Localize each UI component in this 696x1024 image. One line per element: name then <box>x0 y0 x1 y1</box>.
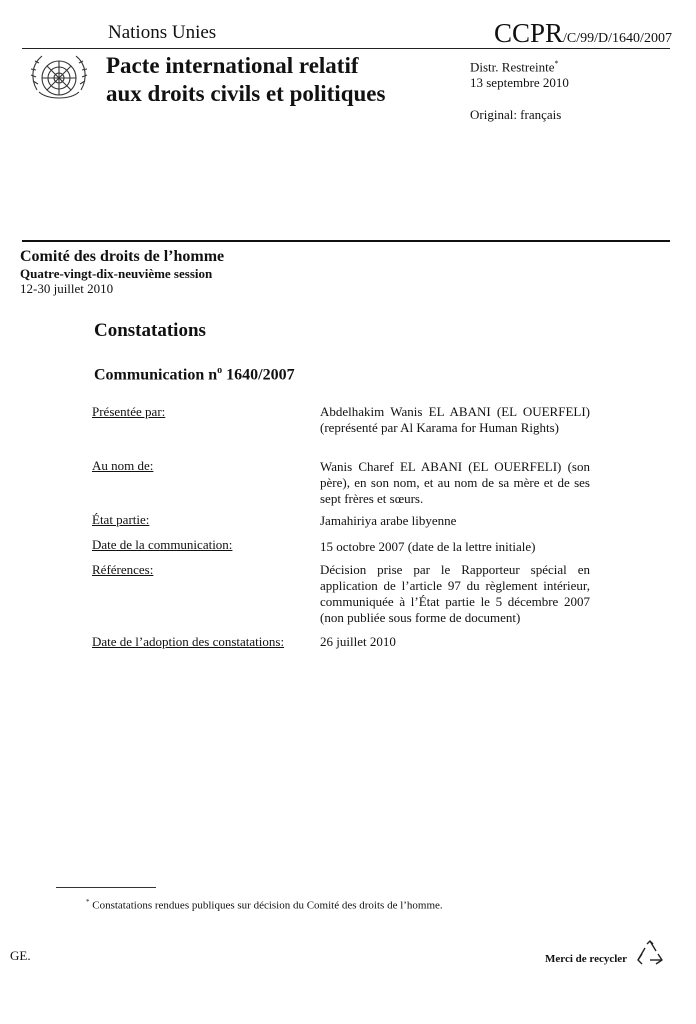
field-label-state-party: État partie: <box>92 512 150 527</box>
section-title: Constatations <box>94 320 206 341</box>
document-symbol-number: /C/99/D/1640/2007 <box>563 31 672 46</box>
footnote-mark: * <box>86 898 90 906</box>
field-value-submitted-by: Abdelhakim Wanis EL ABANI (EL OUERFELI) (représenté par Al Karama for Human Rights) <box>320 404 590 435</box>
communication-title: Communication $n^o$ 1640/2007 <box>94 365 295 384</box>
field-value-on-behalf-of: Wanis Charef EL ABANI (EL OUERFELI) (son père), en son nom, et au nom de sa mère et de ses sept frères et sœurs. <box>320 459 590 506</box>
field-value-communication-date: 15 octobre 2007 (date de la lettre initiale) <box>320 539 536 554</box>
footnote-rule <box>56 887 156 888</box>
footnote-text: Constatations rendues publiques sur décision du Comité des droits de l’homme. <box>89 899 443 912</box>
footnote <box>86 898 443 912</box>
original-language: Original: français <box>470 107 562 122</box>
recycle-text: Merci de recycler <box>545 953 628 965</box>
un-emblem-icon <box>24 50 94 110</box>
field-value-adoption-date: 26 juillet 2010 <box>320 634 396 649</box>
field-label-adoption-date: Date de l’adoption des constatations: <box>92 634 285 649</box>
committee-session: Quatre-vingt-dix-neuvième session <box>20 266 213 281</box>
treaty-title-line-1: Pacte international relatif <box>106 53 359 78</box>
recycle-icon <box>636 940 664 966</box>
field-label-references: Références: <box>92 562 154 577</box>
committee-dates: 12-30 juillet 2010 <box>20 281 114 296</box>
field-label-communication-date: Date de la communication: <box>92 537 233 552</box>
document-date: 13 septembre 2010 <box>470 75 569 90</box>
distribution-status: Distr. Restreinte* <box>470 59 559 75</box>
organization-name: Nations Unies <box>108 22 217 43</box>
section-rule <box>22 240 670 242</box>
header-rule <box>22 48 670 49</box>
field-label-submitted-by: Présentée par: <box>92 404 166 419</box>
treaty-title-line-2: aux droits civils et politiques <box>106 81 386 106</box>
field-label-on-behalf-of: Au nom de: <box>92 458 154 473</box>
document-code: GE. <box>10 948 31 963</box>
field-value-references: Décision prise par le Rapporteur spécial en application de l’article 97 du règlement intérieur, communiquée à l’État partie le 5 décembre 2007 (non publiée sous forme de document) <box>320 562 590 625</box>
field-value-state-party: Jamahiriya arabe libyenne <box>320 513 457 528</box>
committee-name: Comité des droits de l’homme <box>20 248 225 265</box>
distribution-footnote-mark: * <box>554 59 559 68</box>
document-symbol-main: CCPR <box>494 18 564 48</box>
document-symbol <box>494 18 672 49</box>
